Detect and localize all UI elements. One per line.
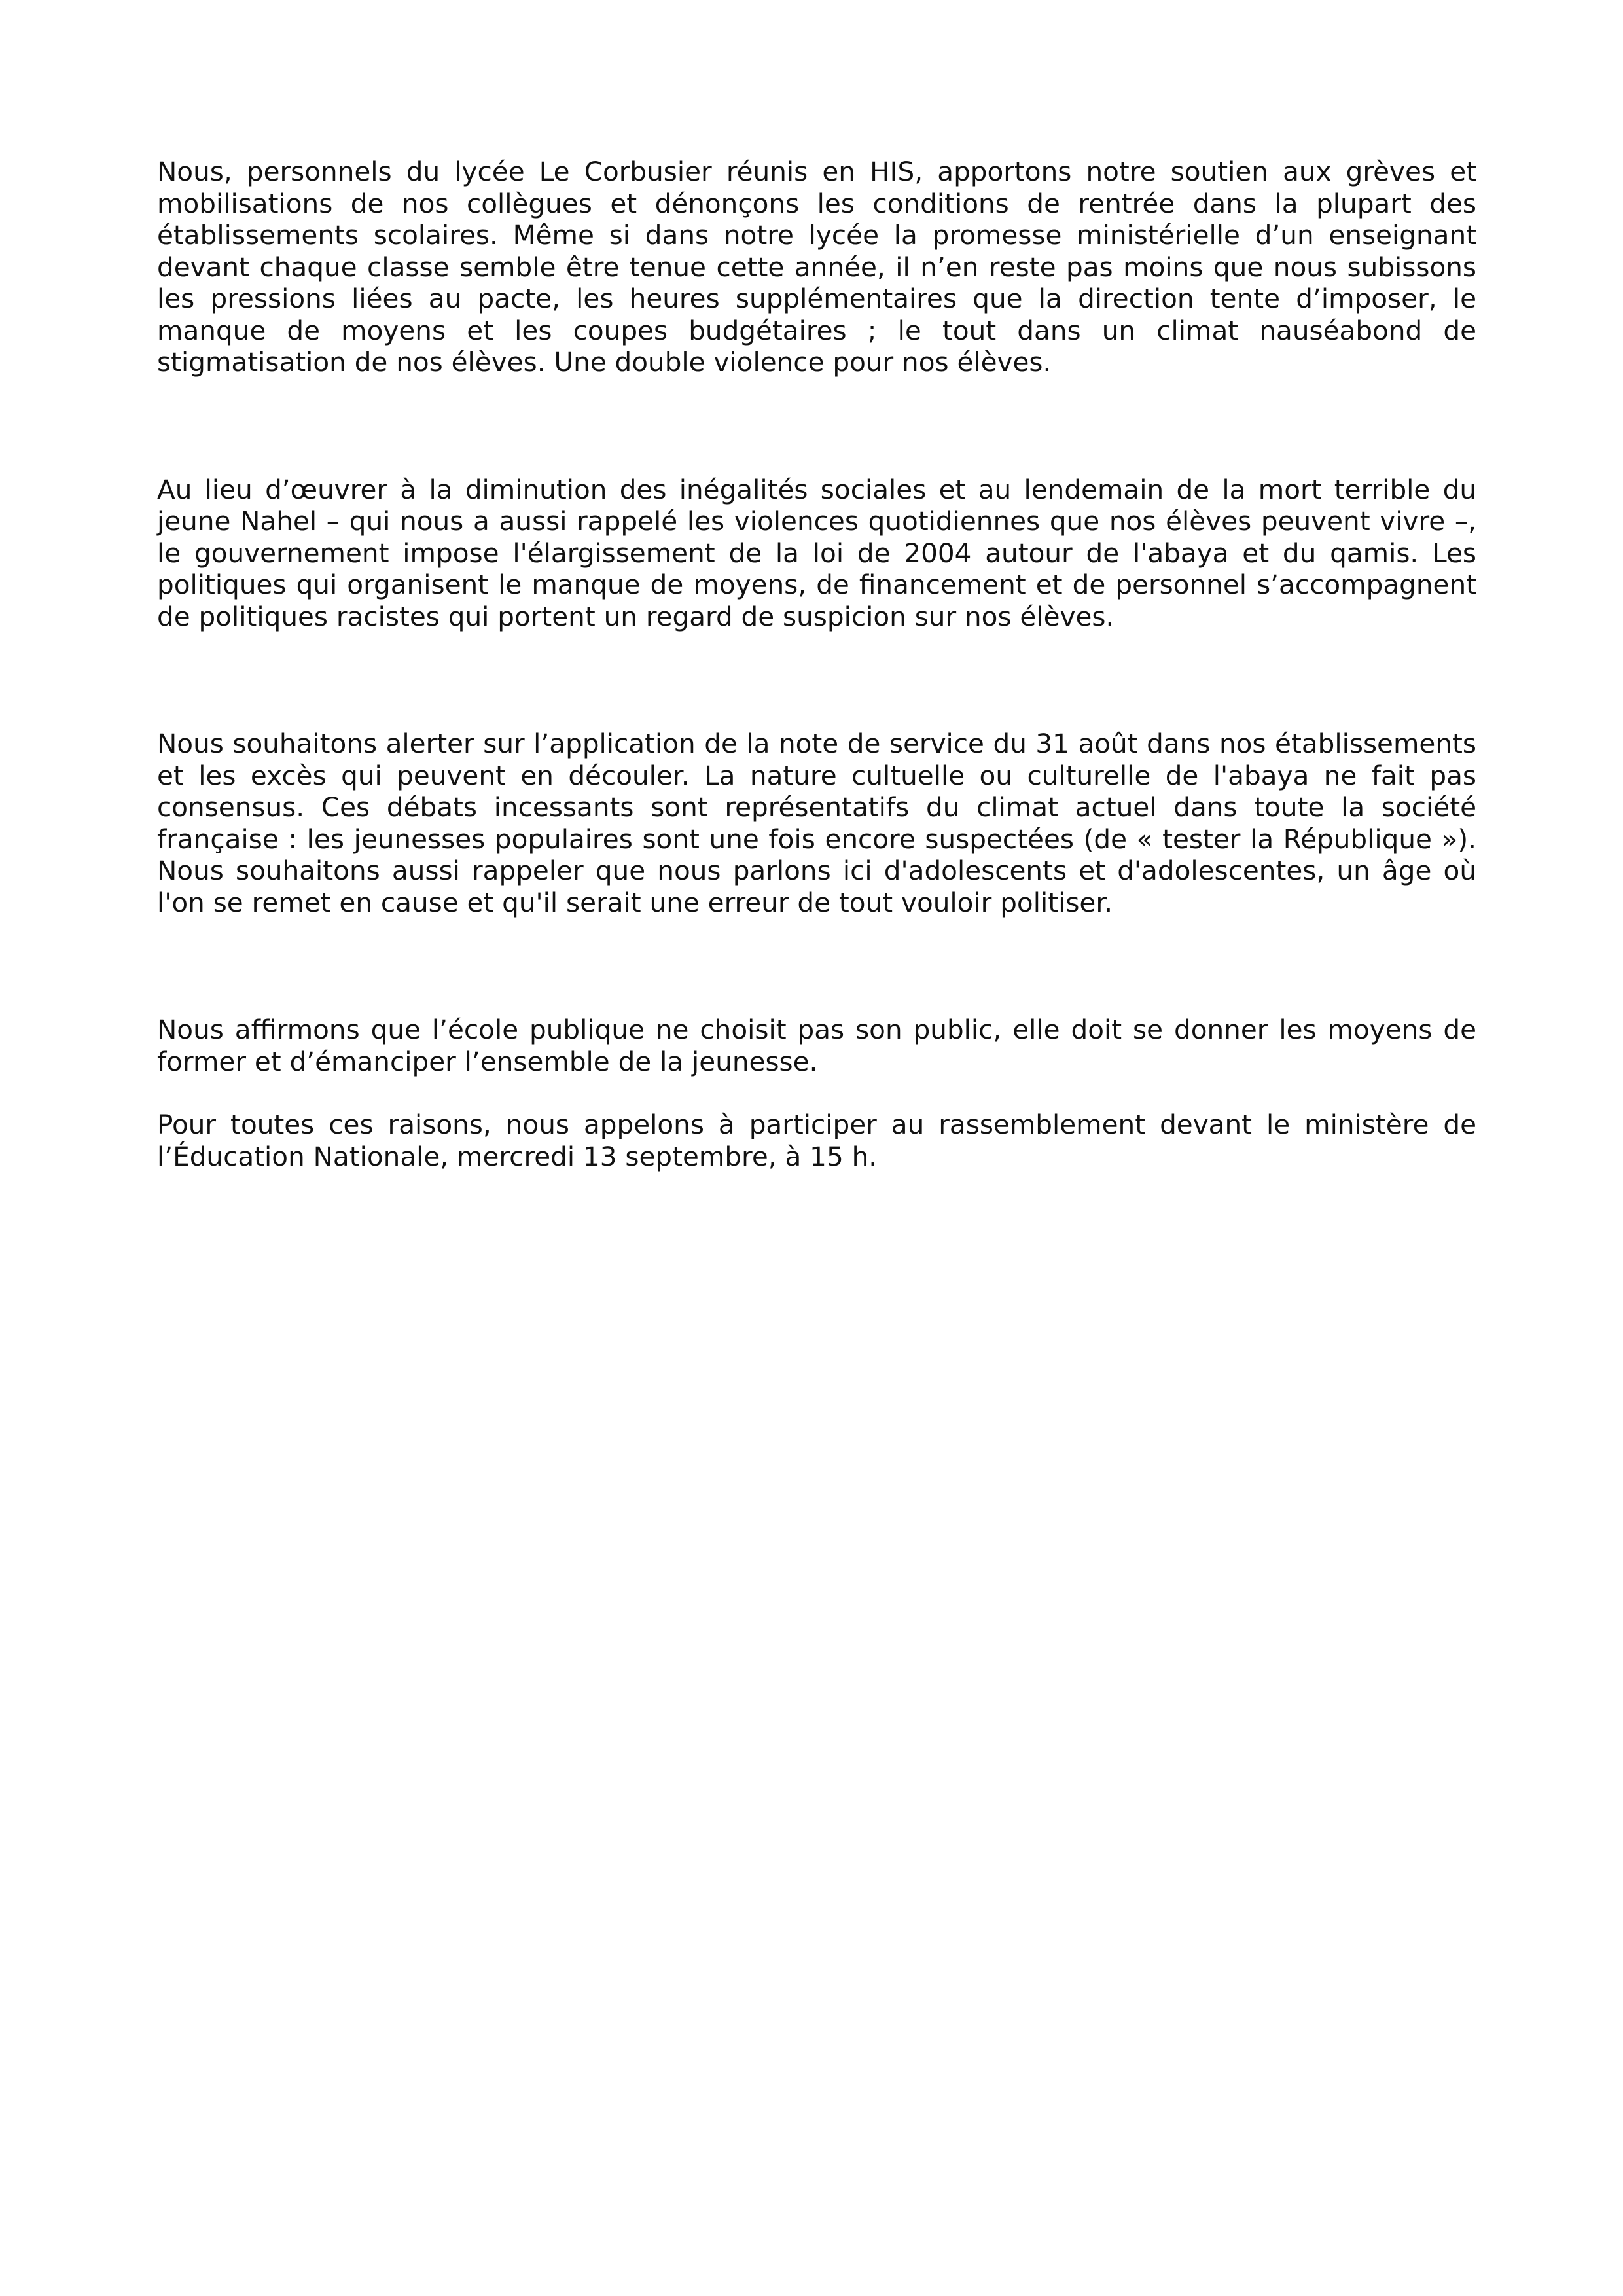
- paragraph-5: Pour toutes ces raisons, nous appelons à participer au rassemblement devant le ministère de l’Éducation Nationale, mercredi 13 septembre, à 15 h.: [157, 1109, 1476, 1172]
- paragraph-3: Nous souhaitons alerter sur l’application de la note de service du 31 août dans nos établissements et les excès qui peuvent en découler. La nature cultuelle ou culturelle de l'abaya ne fait pas consensus. Ces débats incessants sont représentatifs du climat actuel dans toute la société française : les jeunesses populaires sont une fois encore suspectées (de « tester la République »). Nous souhaitons aussi rappeler que nous parlons ici d'adolescents et d'adolescentes, un âge où l'on se remet en cause et qu'il serait une erreur de tout vouloir politiser.: [157, 728, 1476, 918]
- document-body: [157, 156, 1476, 1172]
- paragraph-4: Nous affirmons que l’école publique ne choisit pas son public, elle doit se donner les moyens de former et d’émanciper l’ensemble de la jeunesse.: [157, 1014, 1476, 1077]
- paragraph-2: Au lieu d’œuvrer à la diminution des inégalités sociales et au lendemain de la mort terrible du jeune Nahel – qui nous a aussi rappelé les violences quotidiennes que nos élèves peuvent vivre –, le gouvernement impose l'élargissement de la loi de 2004 autour de l'abaya et du qamis. Les politiques qui organisent le manque de moyens, de financement et de personnel s’accompagnent de politiques racistes qui portent un regard de suspicion sur nos élèves.: [157, 473, 1476, 632]
- paragraph-1: Nous, personnels du lycée Le Corbusier réunis en HIS, apportons notre soutien aux grèves et mobilisations de nos collègues et dénonçons les conditions de rentrée dans la plupart des établissements scolaires. Même si dans notre lycée la promesse ministérielle d’un enseignant devant chaque classe semble être tenue cette année, il n’en reste pas moins que nous subissons les pressions liées au pacte, les heures supplémentaires que la direction tente d’imposer, le manque de moyens et les coupes budgétaires ; le tout dans un climat nauséabond de stigmatisation de nos élèves. Une double violence pour nos élèves.: [157, 156, 1476, 378]
